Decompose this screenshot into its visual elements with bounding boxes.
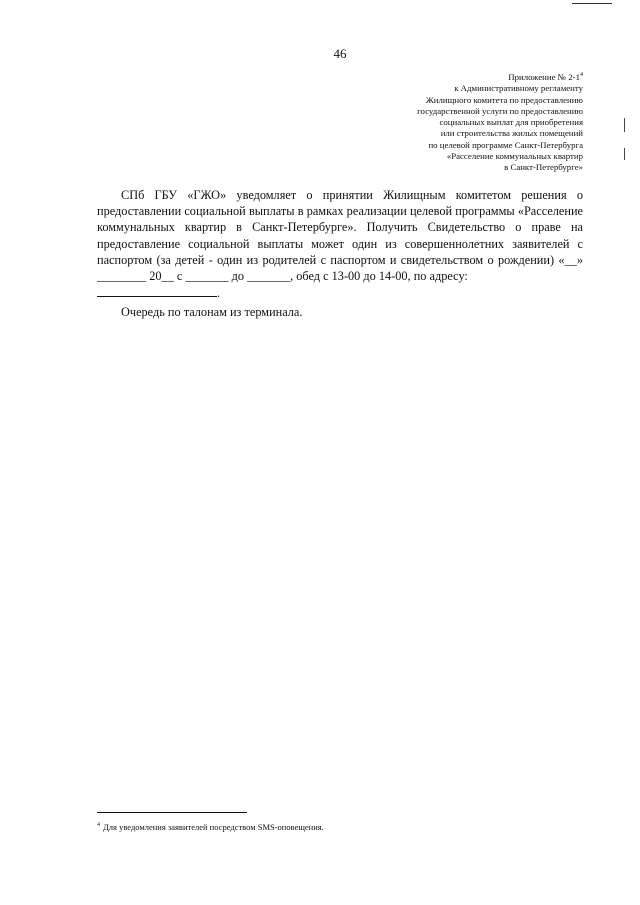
appendix-line: или строительства жилых помещений xyxy=(440,128,583,139)
appendix-line: по целевой программе Санкт-Петербурга xyxy=(428,139,583,150)
appendix-line: к Административному регламенту xyxy=(454,83,583,94)
appendix-line: Жилищного комитета по предоставлению xyxy=(425,94,583,105)
notice-paragraph: СПб ГБУ «ГЖО» уведомляет о принятии Жилищным комитетом решения о предоставлении социальной выплаты в рамках реализации целевой программы «Расселение коммунальных квартир в Санкт-Петербурге». Получить Свидетельство о праве на предоставление социальной выплаты может один из совершеннолетних заявителей с паспортом (за детей - один из родителей с паспортом и свидетельством о рождении) «__» ________ 20__ с _______ до _______, обед с 13-00 до 14-00, по адресу: xyxy=(97,188,583,284)
address-blank xyxy=(97,284,217,297)
footnote xyxy=(97,822,324,832)
appendix-line: в Санкт-Петербурге» xyxy=(504,162,583,173)
address-line: . xyxy=(97,284,583,301)
scan-artifact-edge-1 xyxy=(624,118,625,132)
appendix-title: Приложение № $2-1^4$ xyxy=(508,72,583,82)
appendix-line: «Расселение коммунальных квартир xyxy=(446,151,583,162)
queue-note: Очередь по талонам из терминала. xyxy=(121,305,303,319)
appendix-header xyxy=(323,72,583,174)
notice-body xyxy=(97,187,583,301)
footnote-ref: 4 xyxy=(580,72,583,78)
footnote-text: Для уведомления заявителей посредством SMS-оповещения. xyxy=(103,822,324,832)
appendix-line: государственной услуги по предоставлению xyxy=(417,105,583,116)
footnote-number: 4 xyxy=(97,822,100,828)
scan-artifact-edge-2 xyxy=(624,148,625,160)
scan-artifact-top-right xyxy=(572,3,612,4)
appendix-line: социальных выплат для приобретения xyxy=(439,117,583,128)
footnote-divider xyxy=(97,812,247,813)
page-number: 46 xyxy=(333,46,347,61)
